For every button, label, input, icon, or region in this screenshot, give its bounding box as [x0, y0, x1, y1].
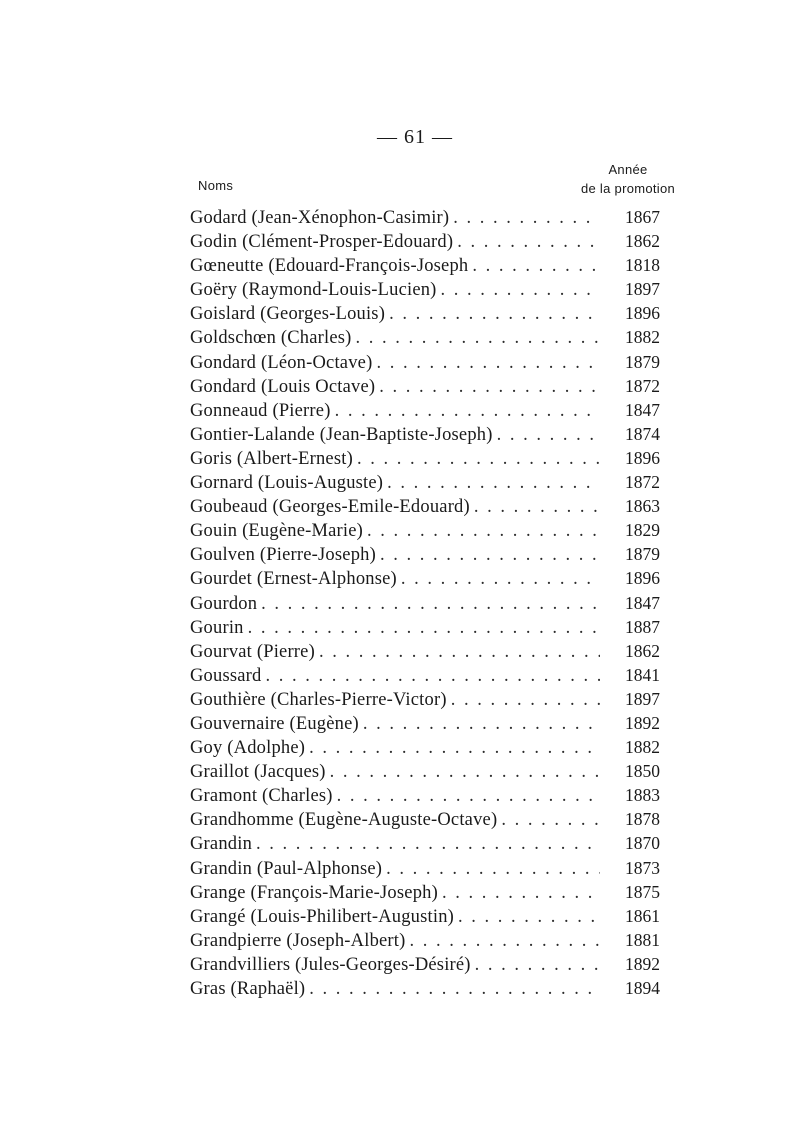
- entry-year: 1873: [625, 857, 660, 878]
- entry-name: Goris (Albert-Ernest): [190, 448, 353, 469]
- entry-year: 1847: [625, 399, 660, 420]
- entry-year: 1850: [625, 761, 660, 782]
- list-item: [190, 976, 660, 1000]
- entry-year: 1872: [625, 472, 660, 493]
- entry-year: 1879: [625, 351, 660, 372]
- entry-year: 1894: [625, 978, 660, 998]
- dot-leader: [501, 808, 600, 832]
- dot-leader: [309, 736, 600, 760]
- list-item: [190, 639, 660, 663]
- list-item: [190, 253, 660, 277]
- dot-leader: [363, 712, 600, 736]
- list-item: [190, 856, 660, 880]
- list-item: [190, 807, 660, 831]
- entry-year: 1867: [625, 207, 660, 227]
- list-item: [190, 470, 660, 494]
- entry-year: 1829: [625, 520, 660, 541]
- list-item: [190, 783, 660, 807]
- entry-name: Gontier-Lalande (Jean-Baptiste-Joseph): [190, 424, 493, 445]
- dot-leader: [441, 278, 600, 302]
- list-item: [190, 205, 660, 229]
- entry-name: Grandin (Paul-Alphonse): [190, 858, 383, 879]
- list-item: [190, 566, 660, 590]
- list-item: [190, 494, 660, 518]
- dot-leader: [458, 905, 600, 929]
- list-item: [190, 615, 660, 639]
- entry-year: 1896: [625, 568, 660, 589]
- entry-name: Goulven (Pierre-Joseph): [190, 545, 376, 566]
- list-item: [190, 398, 660, 422]
- entry-name: Goussard: [190, 665, 262, 686]
- entry-name: Gouthière (Charles-Pierre-Victor): [190, 689, 447, 710]
- dot-leader: [379, 375, 600, 399]
- list-item: [190, 229, 660, 253]
- entry-name: Gœneutte (Edouard-François-Joseph: [190, 256, 469, 277]
- dot-leader: [453, 206, 600, 230]
- list-item: [190, 928, 660, 952]
- dot-leader: [380, 543, 600, 567]
- dot-leader: [389, 302, 600, 326]
- promotion-list: [190, 205, 660, 1000]
- column-header-noms: Noms: [198, 178, 234, 193]
- list-item: [190, 374, 660, 398]
- dot-leader: [451, 688, 600, 712]
- dot-leader: [248, 616, 600, 640]
- entry-year: 1882: [625, 737, 660, 758]
- list-item: [190, 518, 660, 542]
- entry-name: Grandhomme (Eugène-Auguste-Octave): [190, 810, 498, 831]
- dot-leader: [357, 447, 600, 471]
- dot-leader: [497, 423, 600, 447]
- dot-leader: [356, 326, 600, 350]
- entry-name: Gourvat (Pierre): [190, 641, 315, 662]
- dot-leader: [265, 664, 600, 688]
- entry-name: Goubeaud (Georges-Emile-Edouard): [190, 497, 470, 518]
- column-header-annee-line2: de la promotion: [580, 181, 676, 196]
- entry-name: Gornard (Louis-Auguste): [190, 473, 384, 494]
- entry-year: 1870: [625, 833, 660, 854]
- entry-year: 1841: [625, 664, 660, 685]
- entry-name: Goislard (Georges-Louis): [190, 304, 386, 325]
- entry-name: Gouvernaire (Eugène): [190, 713, 359, 734]
- entry-name: Grandpierre (Joseph-Albert): [190, 930, 406, 951]
- entry-year: 1818: [625, 255, 660, 276]
- entry-name: Gras (Raphaël): [190, 979, 306, 999]
- entry-year: 1878: [625, 809, 660, 830]
- entry-year: 1882: [625, 327, 660, 348]
- entry-name: Grange (François-Marie-Joseph): [190, 882, 438, 903]
- list-item: [190, 952, 660, 976]
- dot-leader: [474, 495, 600, 519]
- entry-year: 1897: [625, 688, 660, 709]
- list-item: [190, 446, 660, 470]
- dot-leader: [475, 953, 600, 977]
- dot-leader: [256, 832, 600, 856]
- entry-name: Gondard (Léon-Octave): [190, 352, 373, 373]
- dot-leader: [386, 857, 600, 881]
- entry-year: 1881: [625, 929, 660, 950]
- entry-name: Gonneaud (Pierre): [190, 400, 331, 421]
- entry-name: Goldschœn (Charles): [190, 328, 352, 349]
- entry-year: 1892: [625, 953, 660, 974]
- entry-name: Gondard (Louis Octave): [190, 376, 376, 397]
- list-item: [190, 711, 660, 735]
- page-number: — 61 —: [377, 126, 453, 148]
- entry-year: 1862: [625, 231, 660, 252]
- dot-leader: [410, 929, 601, 953]
- list-item: [190, 663, 660, 687]
- entry-name: Gourdon: [190, 593, 258, 614]
- dot-leader: [319, 640, 600, 664]
- entry-year: 1872: [625, 375, 660, 396]
- list-item: [190, 422, 660, 446]
- dot-leader: [367, 519, 600, 543]
- dot-leader: [261, 592, 600, 616]
- entry-year: 1862: [625, 640, 660, 661]
- list-item: [190, 542, 660, 566]
- entry-year: 1874: [625, 423, 660, 444]
- entry-name: Graillot (Jacques): [190, 762, 326, 783]
- entry-year: 1883: [625, 785, 660, 806]
- list-item: [190, 277, 660, 301]
- entry-year: 1892: [625, 712, 660, 733]
- dot-leader: [376, 351, 600, 375]
- list-item: [190, 591, 660, 615]
- entry-name: Gouin (Eugène-Marie): [190, 521, 364, 542]
- entry-year: 1897: [625, 279, 660, 300]
- list-item: [190, 325, 660, 349]
- dot-leader: [387, 471, 600, 495]
- dot-leader: [337, 784, 600, 808]
- entry-name: Goy (Adolphe): [190, 738, 306, 759]
- column-header-annee: [548, 160, 708, 198]
- list-item: [190, 301, 660, 325]
- entry-name: Grandin: [190, 834, 253, 855]
- entry-year: 1896: [625, 447, 660, 468]
- dot-leader: [309, 977, 600, 1001]
- entry-year: 1863: [625, 496, 660, 517]
- dot-leader: [472, 254, 600, 278]
- entry-name: Gourin: [190, 617, 244, 638]
- entry-year: 1896: [625, 303, 660, 324]
- list-item: [190, 904, 660, 928]
- entry-name: Gourdet (Ernest-Alphonse): [190, 569, 397, 590]
- list-item: [190, 831, 660, 855]
- entry-name: Goëry (Raymond-Louis-Lucien): [190, 280, 437, 301]
- dot-leader: [335, 399, 600, 423]
- dot-leader: [401, 567, 600, 591]
- list-item: [190, 687, 660, 711]
- entry-name: Godin (Clément-Prosper-Edouard): [190, 232, 454, 253]
- entry-year: 1887: [625, 616, 660, 637]
- entry-year: 1861: [625, 905, 660, 926]
- list-item: [190, 880, 660, 904]
- list-item: [190, 735, 660, 759]
- entry-name: Grangé (Louis-Philibert-Augustin): [190, 906, 455, 927]
- dot-leader: [330, 760, 600, 784]
- dot-leader: [457, 230, 600, 254]
- entry-year: 1847: [625, 592, 660, 613]
- entry-name: Grandvilliers (Jules-Georges-Désiré): [190, 954, 471, 975]
- entry-name: Godard (Jean-Xénophon-Casimir): [190, 208, 450, 228]
- list-item: [190, 350, 660, 374]
- list-item: [190, 759, 660, 783]
- entry-year: 1879: [625, 544, 660, 565]
- entry-name: Gramont (Charles): [190, 786, 333, 807]
- entry-year: 1875: [625, 881, 660, 902]
- column-header-annee-line1: Année: [608, 162, 648, 177]
- dot-leader: [442, 881, 600, 905]
